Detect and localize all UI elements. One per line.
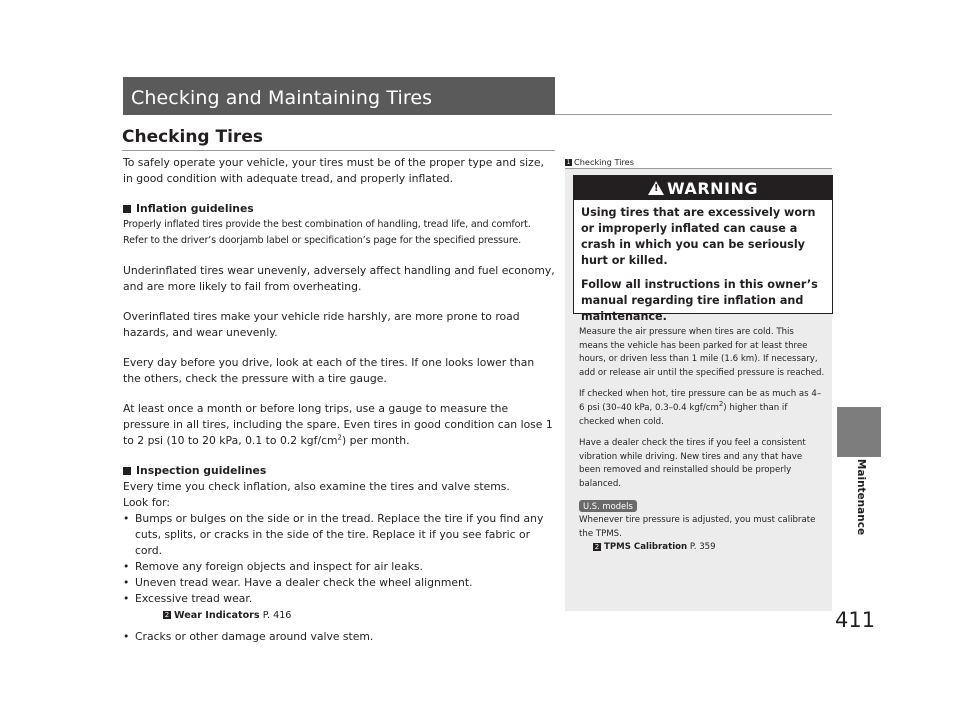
- sidebar-label-text: Checking Tires: [574, 157, 634, 167]
- section-title: Checking Tires: [122, 127, 263, 147]
- bullet-dot-icon: •: [123, 560, 130, 573]
- monthly-check-paragraph: [123, 401, 555, 449]
- inspection-heading-text: Inspection guidelines: [136, 464, 267, 477]
- list-item: [123, 559, 555, 575]
- look-for-label: Look for:: [123, 496, 171, 509]
- warning-box: [573, 175, 833, 323]
- inflation-line-1: Properly inflated tires provide the best combination of handling, tread life, and comfort.: [123, 219, 531, 230]
- list-item: [123, 511, 555, 559]
- note-tpms: Whenever tire pressure is adjusted, you must calibrate the TPMS.: [579, 515, 816, 539]
- superscript-2: 2: [718, 400, 724, 409]
- daily-check-paragraph: Every day before you drive, look at each of the tires. If one looks lower than the others, check the pressure with a tire gauge.: [123, 356, 535, 385]
- inspection-heading: [123, 463, 555, 479]
- intro-paragraph: To safely operate your vehicle, your tires must be of the proper type and size, in good condition with adequate tread, and properly inflated.: [123, 156, 544, 185]
- note-hot-pressure: [579, 388, 825, 429]
- overinflated-paragraph: Overinflated tires make your vehicle ride harshly, are more prone to road hazards, and wear unevenly.: [123, 310, 520, 339]
- superscript-2: 2: [337, 433, 343, 442]
- bullet-dot-icon: •: [123, 512, 130, 525]
- warning-paragraph-2: Follow all instructions in this owner’s manual regarding tire inflation and maintenance.: [581, 278, 818, 323]
- main-column: [123, 155, 555, 645]
- monthly-text-pre: At least once a month or before long trips, use a gauge to measure the pressure in all tires, including the spare. Even tires in good condition can lose 1 to 2 psi (10 to 20 kPa, 0.1 to 0.2 kgf/cm: [123, 402, 553, 447]
- list-item: [123, 629, 555, 645]
- side-tab-label: Maintenance: [855, 458, 867, 536]
- list-item-text: Bumps or bulges on the side or in the tread. Replace the tire if you find any cuts, splits, or cracks in the side of the tire. Replace it if you see fabric or cord.: [135, 512, 544, 557]
- wear-indicators-page: P. 416: [262, 610, 292, 621]
- inflation-line-2: Refer to the driver’s doorjamb label or specification’s page for the specified pressure.: [123, 235, 522, 246]
- list-item: [123, 591, 555, 607]
- inspection-intro: Every time you check inflation, also examine the tires and valve stems.: [123, 480, 510, 493]
- bullet-dot-icon: •: [123, 576, 130, 589]
- bullet-dot-icon: •: [123, 592, 130, 605]
- chapter-title: Checking and Maintaining Tires: [131, 87, 433, 109]
- us-models-badge: U.S. models: [579, 500, 637, 512]
- us-models-badge-row: [579, 500, 825, 515]
- square-bullet-icon: [123, 467, 131, 475]
- note-cold-pressure: Measure the air pressure when tires are cold. This means the vehicle has been parked for at least three hours, or driven less than 1 mile (1.6 km). If necessary, add or release air until the specified pressure is reached.: [579, 327, 825, 378]
- tpms-calibration-link[interactable]: [579, 541, 825, 555]
- warning-body: [581, 205, 827, 333]
- side-tab-marker: [837, 407, 881, 457]
- cross-reference-icon: 2: [164, 611, 170, 619]
- note-marker-icon: 1: [566, 158, 571, 166]
- note-dealer-check: Have a dealer check the tires if you feel a consistent vibration while driving. New tires and any that have been removed and reinstalled should be properly balanced.: [579, 438, 806, 489]
- banner-divider: [555, 114, 832, 115]
- list-item-text: Excessive tread wear.: [135, 592, 253, 605]
- warning-triangle-icon: [648, 181, 664, 195]
- tpms-calibration-label: TPMS Calibration: [604, 542, 688, 553]
- note-hot-pre: If checked when hot, tire pressure can be as much as 4–6 psi (30–40 kPa, 0.3–0.4 kgf/cm: [579, 389, 822, 413]
- monthly-text-post: ) per month.: [342, 434, 410, 447]
- sidebar-label: [565, 157, 634, 167]
- chapter-title-banner: [123, 77, 555, 115]
- bullet-dot-icon: •: [123, 630, 130, 643]
- page-number: 411: [835, 608, 876, 632]
- list-item-text: Remove any foreign objects and inspect for air leaks.: [135, 560, 423, 573]
- warning-header: [574, 176, 832, 200]
- inflation-heading: [123, 201, 555, 217]
- square-bullet-icon: [123, 205, 131, 213]
- list-item: [123, 575, 555, 591]
- warning-paragraph-1: Using tires that are excessively worn or improperly inflated can cause a crash in which you can be seriously hurt or killed.: [581, 206, 816, 267]
- list-item-text: Uneven tread wear. Have a dealer check the wheel alignment.: [135, 576, 473, 589]
- note-hot-post: ) higher than if checked when cold.: [579, 402, 788, 427]
- underinflated-paragraph: Underinflated tires wear unevenly, adversely affect handling and fuel economy, and are more likely to fail from overheating.: [123, 264, 555, 293]
- warning-title: WARNING: [667, 178, 758, 198]
- section-divider: [122, 150, 555, 151]
- wear-indicators-link[interactable]: [123, 608, 555, 623]
- list-item-text: Cracks or other damage around valve stem.: [135, 630, 374, 643]
- sidebar-notes: [579, 326, 825, 555]
- cross-reference-icon: 2: [594, 542, 600, 551]
- tpms-calibration-page: P. 359: [689, 542, 716, 553]
- inflation-heading-text: Inflation guidelines: [136, 202, 254, 215]
- wear-indicators-label: Wear Indicators: [174, 610, 260, 621]
